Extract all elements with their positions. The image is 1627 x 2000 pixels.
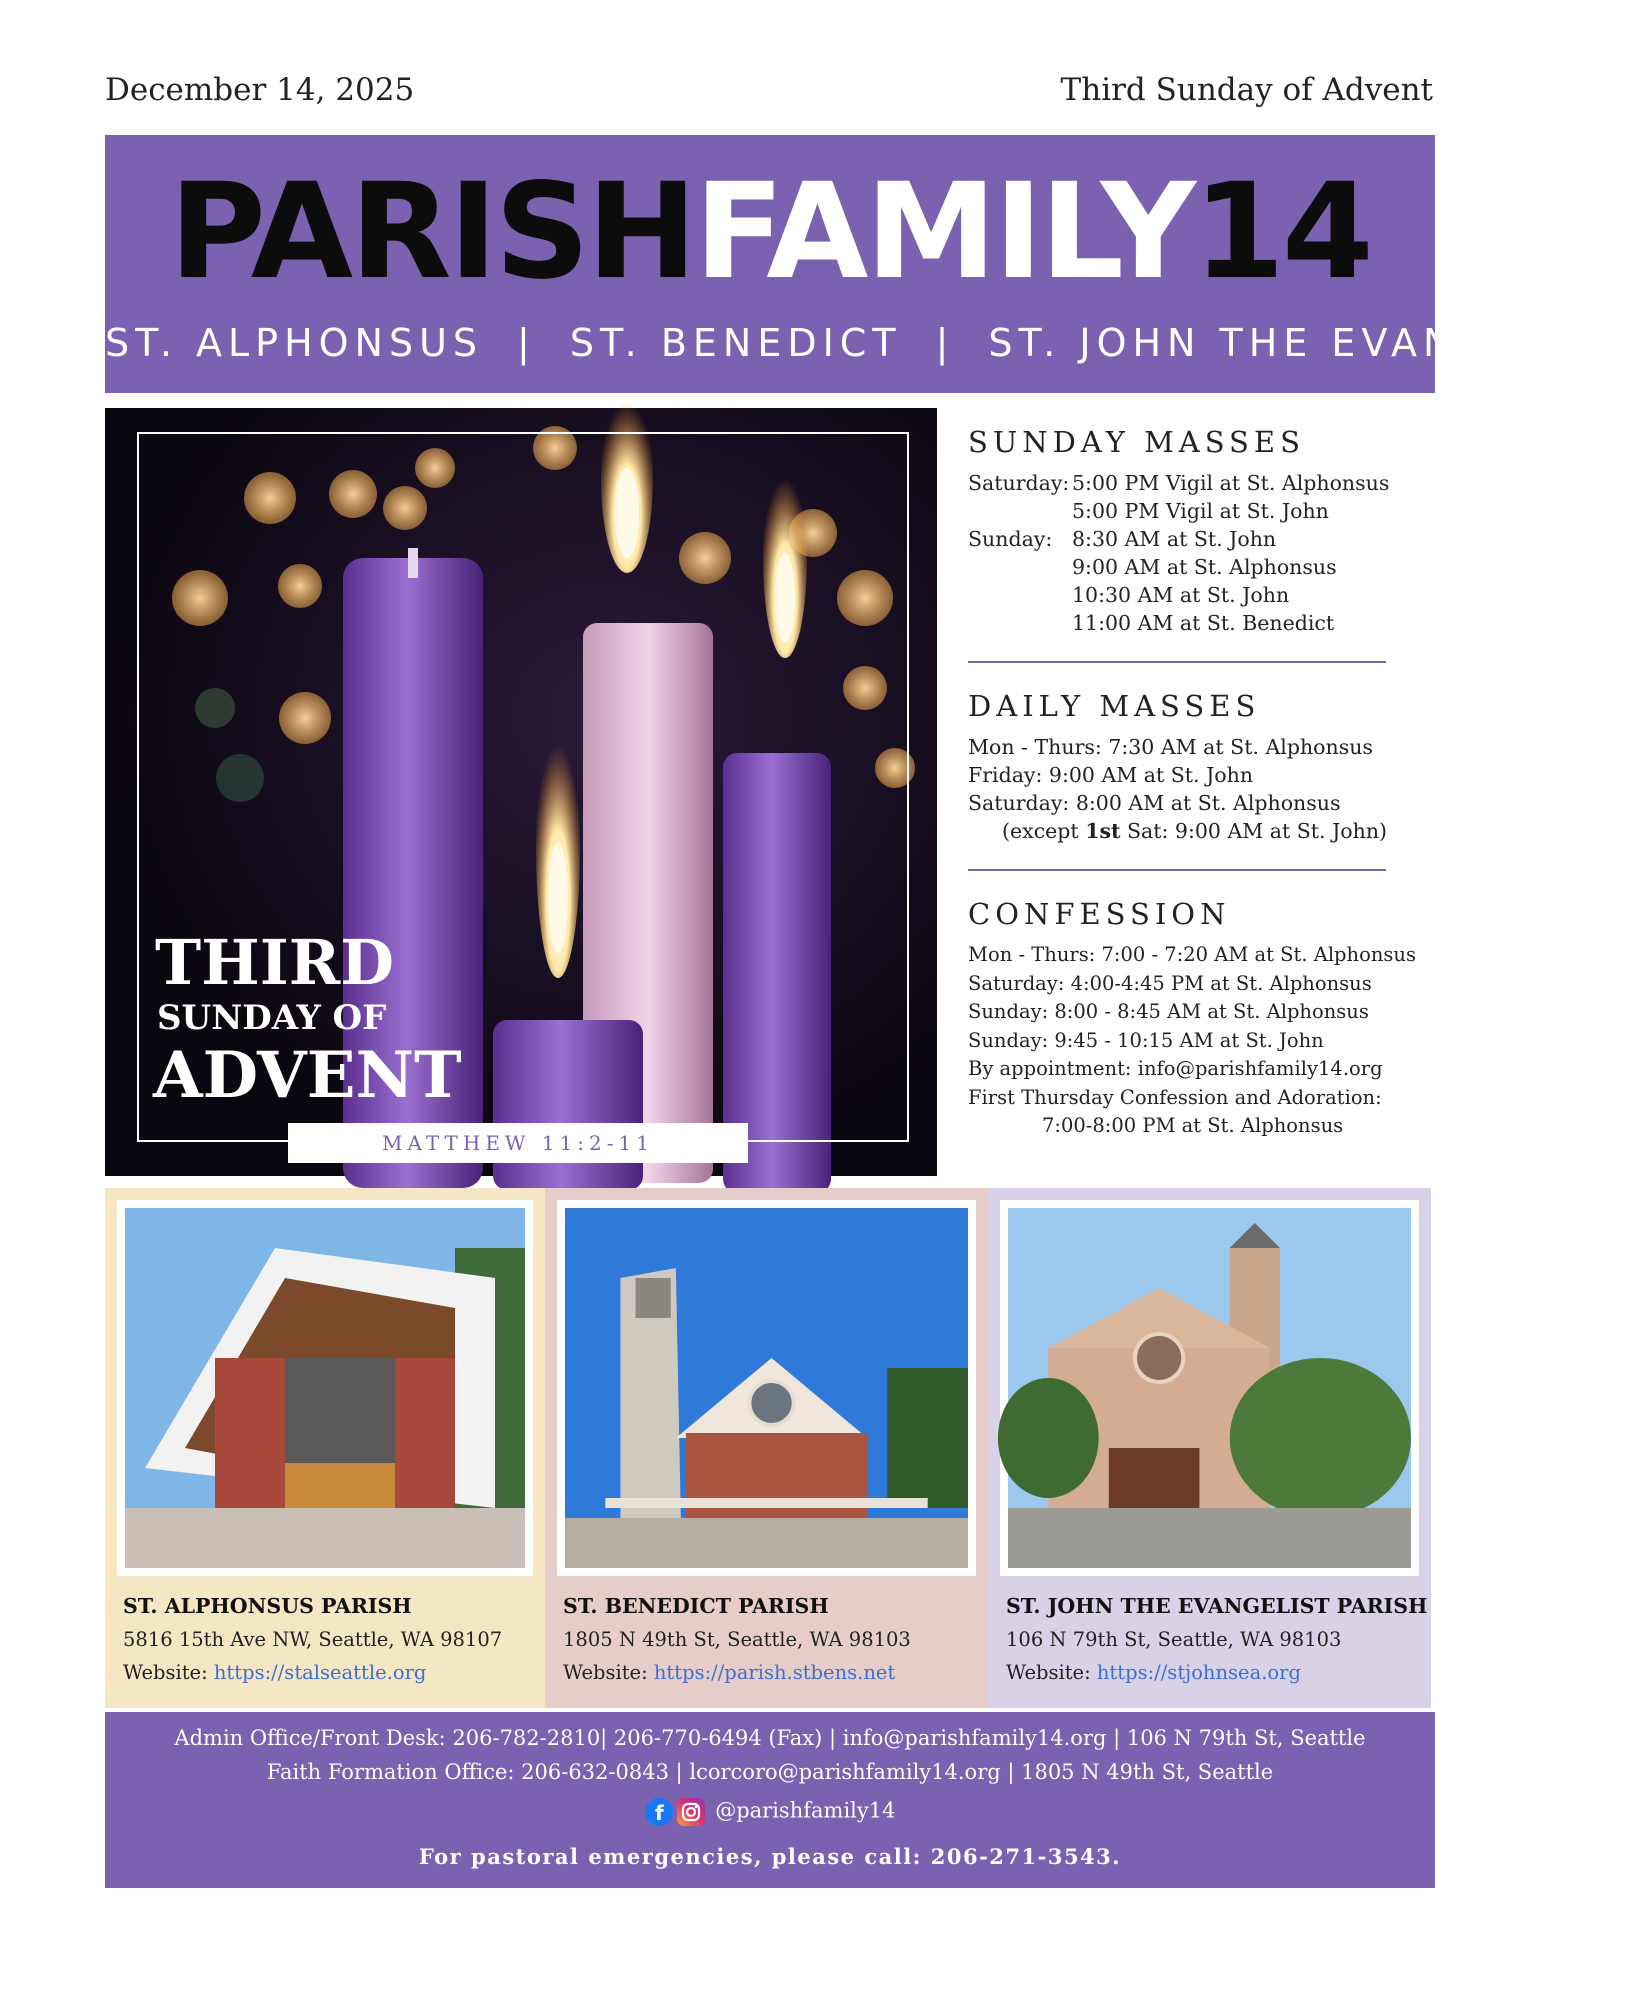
church-illustration: [565, 1208, 968, 1568]
instagram-icon[interactable]: [677, 1798, 705, 1826]
parishes-line: [105, 321, 1627, 365]
parish-card-st-benedict: [545, 1188, 988, 1708]
social-media-row: [105, 1798, 1435, 1826]
confession-row: Sunday: 8:00 - 8:45 AM at St. Alphonsus: [968, 1000, 1369, 1023]
svg-text:f: f: [654, 1801, 664, 1825]
confession-row: First Thursday Confession and Adoration:: [968, 1085, 1382, 1109]
parish-website: Website: https://parish.stbens.net: [563, 1661, 896, 1684]
sunday-masses-heading: SUNDAY MASSES: [968, 425, 1305, 459]
masthead-parish: PARISH: [169, 155, 695, 309]
church-photo-st-alphonsus: [117, 1200, 533, 1576]
parish-name: ST. ALPHONSUS PARISH: [123, 1594, 412, 1618]
banner-parish-1: ST. ALPHONSUS: [105, 321, 484, 365]
parish-website-link[interactable]: https://stalseattle.org: [213, 1661, 427, 1684]
banner-separator: |: [517, 321, 536, 365]
admin-office-contact: Admin Office/Front Desk: 206-782-2810| 206-770-6494 (Fax) | info@parishfamily14.org | 106 N 79th St, Seattle: [174, 1726, 1366, 1750]
confession-row: Mon - Thurs: 7:00 - 7:20 AM at St. Alphonsus: [968, 943, 1416, 966]
scripture-reference: MATTHEW 11:2-11: [288, 1123, 748, 1163]
sunday-mass-row: 10:30 AM at St. John: [1072, 583, 1290, 607]
hero-title-advent: ADVENT: [153, 1038, 462, 1113]
church-photo-st-john: [1000, 1200, 1419, 1576]
banner-parish-3: ST. JOHN THE EVANGELIST: [988, 321, 1627, 365]
confession-row: 7:00-8:00 PM at St. Alphonsus: [1042, 1114, 1344, 1137]
sunday-mass-row: 11:00 AM at St. Benedict: [1072, 611, 1335, 635]
section-divider: [968, 869, 1386, 871]
facebook-icon[interactable]: [645, 1798, 673, 1826]
parish-address: 5816 15th Ave NW, Seattle, WA 98107: [123, 1628, 503, 1651]
parish-name: ST. BENEDICT PARISH: [563, 1594, 829, 1618]
daily-masses-heading: DAILY MASSES: [968, 689, 1261, 723]
masthead-banner: [105, 135, 1627, 393]
section-divider: [968, 661, 1386, 663]
confession-row: Saturday: 4:00-4:45 PM at St. Alphonsus: [968, 971, 1372, 995]
parish-website: Website: https://stalseattle.org: [123, 1661, 427, 1684]
sunday-mass-row: Saturday: 5:00 PM Vigil at St. Alphonsus: [968, 471, 1390, 495]
parish-address: 1805 N 49th St, Seattle, WA 98103: [563, 1628, 911, 1651]
parish-name: ST. JOHN THE EVANGELIST PARISH: [1006, 1594, 1428, 1618]
contact-footer: [105, 1712, 1435, 1888]
advent-candles-image: [105, 408, 937, 1176]
sunday-mass-row: 9:00 AM at St. Alphonsus: [1072, 555, 1337, 579]
masthead-title: [105, 157, 1435, 307]
sunday-mass-row: Sunday: 8:30 AM at St. John: [968, 527, 1277, 551]
confession-heading: CONFESSION: [968, 897, 1231, 931]
church-illustration: [1008, 1208, 1411, 1568]
masthead-number: 14: [1193, 155, 1371, 309]
parish-card-st-alphonsus: [105, 1188, 545, 1708]
parish-card-st-john: [988, 1188, 1431, 1708]
parish-website-link[interactable]: https://stjohnsea.org: [1096, 1661, 1301, 1684]
daily-mass-row: Saturday: 8:00 AM at St. Alphonsus: [968, 791, 1341, 815]
daily-mass-row: Mon - Thurs: 7:30 AM at St. Alphonsus: [968, 735, 1373, 759]
parish-website-link[interactable]: https://parish.stbens.net: [653, 1661, 896, 1684]
faith-formation-contact: Faith Formation Office: 206-632-0843 | lcorcoro@parishfamily14.org | 1805 N 49th St, Seattle: [266, 1760, 1274, 1784]
daily-mass-row: Friday: 9:00 AM at St. John: [968, 763, 1254, 787]
banner-parish-2: ST. BENEDICT: [569, 321, 902, 365]
masthead-family: FAMILY: [694, 155, 1194, 309]
social-handle[interactable]: @parishfamily14: [715, 1798, 896, 1823]
liturgical-occasion: Third Sunday of Advent: [1060, 72, 1433, 108]
church-photo-st-benedict: [557, 1200, 976, 1576]
mass-schedule: [968, 425, 1416, 1141]
hero-title-sunday: SUNDAY OF: [157, 998, 387, 1038]
parish-website: Website: https://stjohnsea.org: [1006, 1661, 1301, 1684]
confession-row: By appointment: info@parishfamily14.org: [968, 1057, 1383, 1080]
confession-row: Sunday: 9:45 - 10:15 AM at St. John: [968, 1028, 1324, 1052]
bulletin-date: December 14, 2025: [105, 72, 415, 108]
emergency-contact: For pastoral emergencies, please call: 206-271-3543.: [418, 1844, 1122, 1869]
parish-address: 106 N 79th St, Seattle, WA 98103: [1006, 1628, 1342, 1651]
sunday-mass-row: 5:00 PM Vigil at St. John: [1072, 499, 1329, 523]
church-illustration: [125, 1208, 525, 1568]
hero-title-third: THIRD: [155, 926, 395, 999]
banner-separator: |: [935, 321, 955, 365]
daily-mass-note: (except 1st Sat: 9:00 AM at St. John): [1002, 819, 1388, 843]
